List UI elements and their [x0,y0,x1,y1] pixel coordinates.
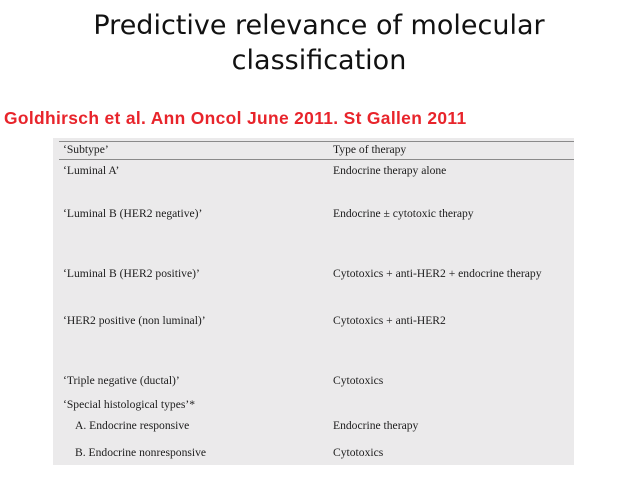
slide-title-line2: classification [231,45,407,76]
row-subtype-luminal-a: ‘Luminal A’ [63,164,120,177]
row-subtype-special-histological: ‘Special histological types’* [63,398,196,411]
header-therapy: Type of therapy [333,143,407,156]
row-subtype-her2-pos-non-luminal: ‘HER2 positive (non luminal)’ [63,314,206,327]
citation: Goldhirsch et al. Ann Oncol June 2011. St Gallen 2011 [4,108,467,128]
row-subtype-endocrine-nonresponsive: B. Endocrine nonresponsive [75,446,207,459]
therapy-table [53,138,574,465]
row-subtype-triple-negative: ‘Triple negative (ductal)’ [63,374,180,387]
row-subtype-endocrine-responsive: A. Endocrine responsive [75,419,190,432]
row-therapy-her2-pos-non-luminal: Cytotoxics + anti-HER2 [333,314,446,327]
row-therapy-endocrine-responsive: Endocrine therapy [333,419,419,432]
slide-title-line1: Predictive relevance of molecular [93,10,545,41]
row-therapy-endocrine-nonresponsive: Cytotoxics [333,446,384,459]
table-header-rule [59,159,574,160]
header-subtype: ‘Subtype’ [63,143,109,156]
row-subtype-luminal-b-her2-neg: ‘Luminal B (HER2 negative)’ [63,207,203,220]
row-therapy-luminal-b-her2-neg: Endocrine ± cytotoxic therapy [333,207,474,220]
slide-title [0,8,638,78]
row-therapy-luminal-a: Endocrine therapy alone [333,164,447,177]
row-therapy-triple-negative: Cytotoxics [333,374,384,387]
row-subtype-luminal-b-her2-pos: ‘Luminal B (HER2 positive)’ [63,267,200,280]
row-therapy-luminal-b-her2-pos: Cytotoxics + anti-HER2 + endocrine therapy [333,267,542,280]
table-top-rule [59,141,574,142]
